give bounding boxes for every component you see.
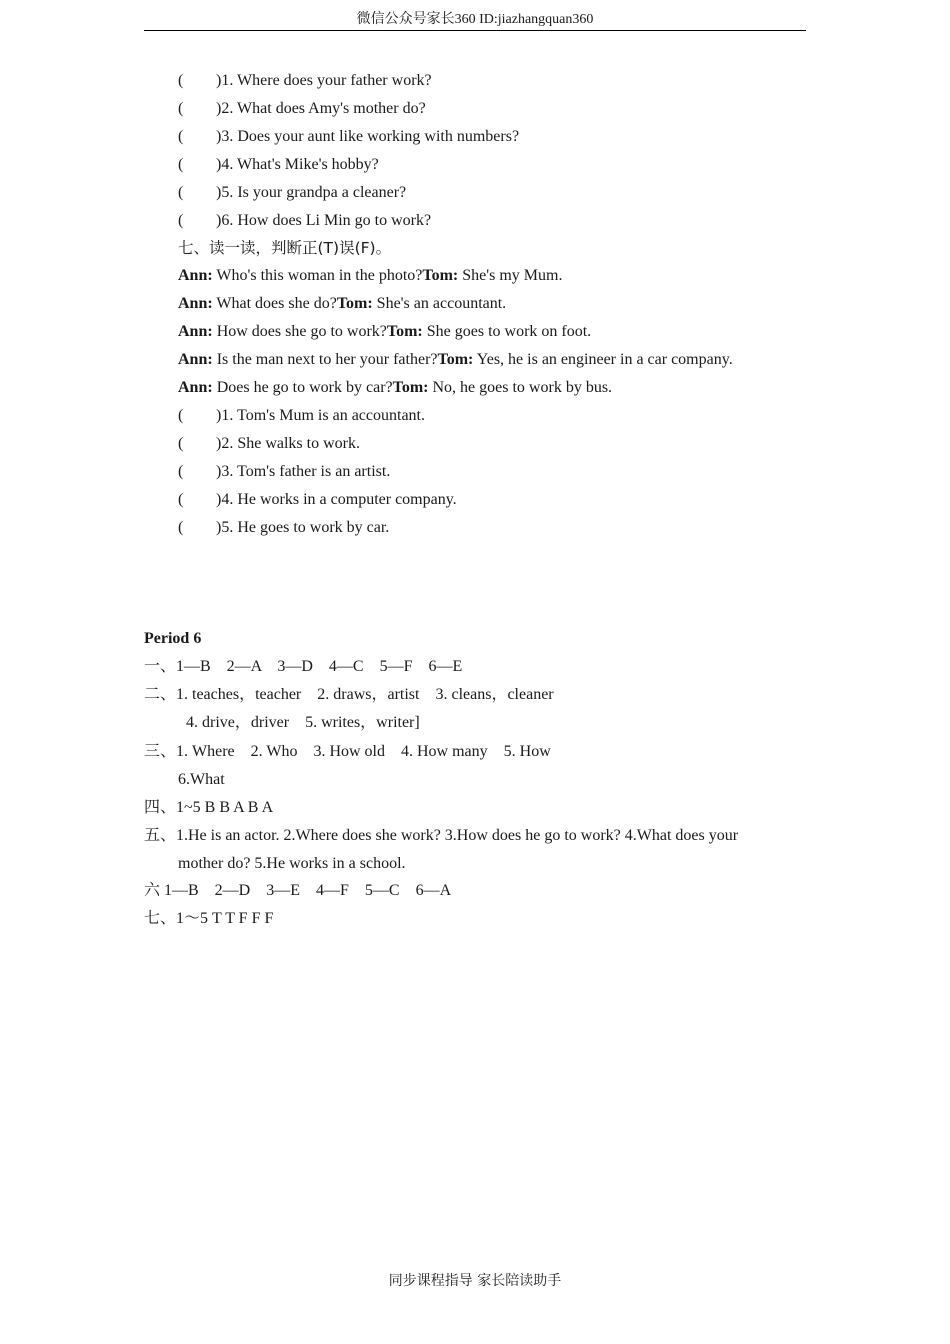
answer-line: mother do? 5.He works in a school. <box>178 855 406 872</box>
question-item: ( )1. Where does your father work? <box>178 72 432 89</box>
dialogue-line: Ann: Who's this woman in the photo?Tom: She's my Mum. <box>178 267 563 284</box>
dialogue-line: Ann: How does she go to work?Tom: She goes to work on foot. <box>178 323 592 340</box>
answer-line: 4. drive，driver 5. writes，writer] <box>186 714 420 731</box>
statement-item: ( )2. She walks to work. <box>178 435 360 452</box>
dialogue-line: Ann: Is the man next to her your father?Tom: Yes, he is an engineer in a car company. <box>178 351 733 368</box>
dialogue-line: Ann: What does she do?Tom: She's an accountant. <box>178 295 507 312</box>
answer-line: 三、1. Where 2. Who 3. How old 4. How many 5. How <box>144 743 551 760</box>
question-item: ( )3. Does your aunt like working with numbers? <box>178 128 520 145</box>
answer-line: 五、1.He is an actor. 2.Where does she work? 3.How does he go to work? 4.What does your <box>144 827 739 844</box>
statement-item: ( )5. He goes to work by car. <box>178 519 390 536</box>
page-footer: 同步课程指导 家长陪读助手 <box>388 1273 562 1289</box>
question-item: ( )4. What's Mike's hobby? <box>178 156 379 173</box>
answer-line: 一、1—B 2—A 3—D 4—C 5—F 6—E <box>144 658 463 675</box>
answer-line: 二、1. teaches，teacher 2. draws，artist 3. cleans，cleaner <box>144 686 554 703</box>
question-item: ( )5. Is your grandpa a cleaner? <box>178 184 407 201</box>
period-title: Period 6 <box>144 630 202 647</box>
section-title: 七、读一读，判断正(T)误(F)。 <box>178 239 392 257</box>
statement-item: ( )1. Tom's Mum is an accountant. <box>178 407 425 424</box>
dialogue-line: Ann: Does he go to work by car?Tom: No, he goes to work by bus. <box>178 379 613 396</box>
statement-item: ( )4. He works in a computer company. <box>178 491 457 508</box>
page-header: 微信公众号家长360 ID:jiazhangquan360 <box>144 10 806 31</box>
answer-line: 四、1~5 B B A B A <box>144 799 274 816</box>
answer-line: 6.What <box>178 771 225 788</box>
answer-line: 七、1～5 T T F F F <box>144 910 274 927</box>
statement-item: ( )3. Tom's father is an artist. <box>178 463 391 480</box>
answer-line: 六 1—B 2—D 3—E 4—F 5—C 6—A <box>144 882 452 899</box>
question-item: ( )6. How does Li Min go to work? <box>178 212 432 229</box>
question-item: ( )2. What does Amy's mother do? <box>178 100 426 117</box>
